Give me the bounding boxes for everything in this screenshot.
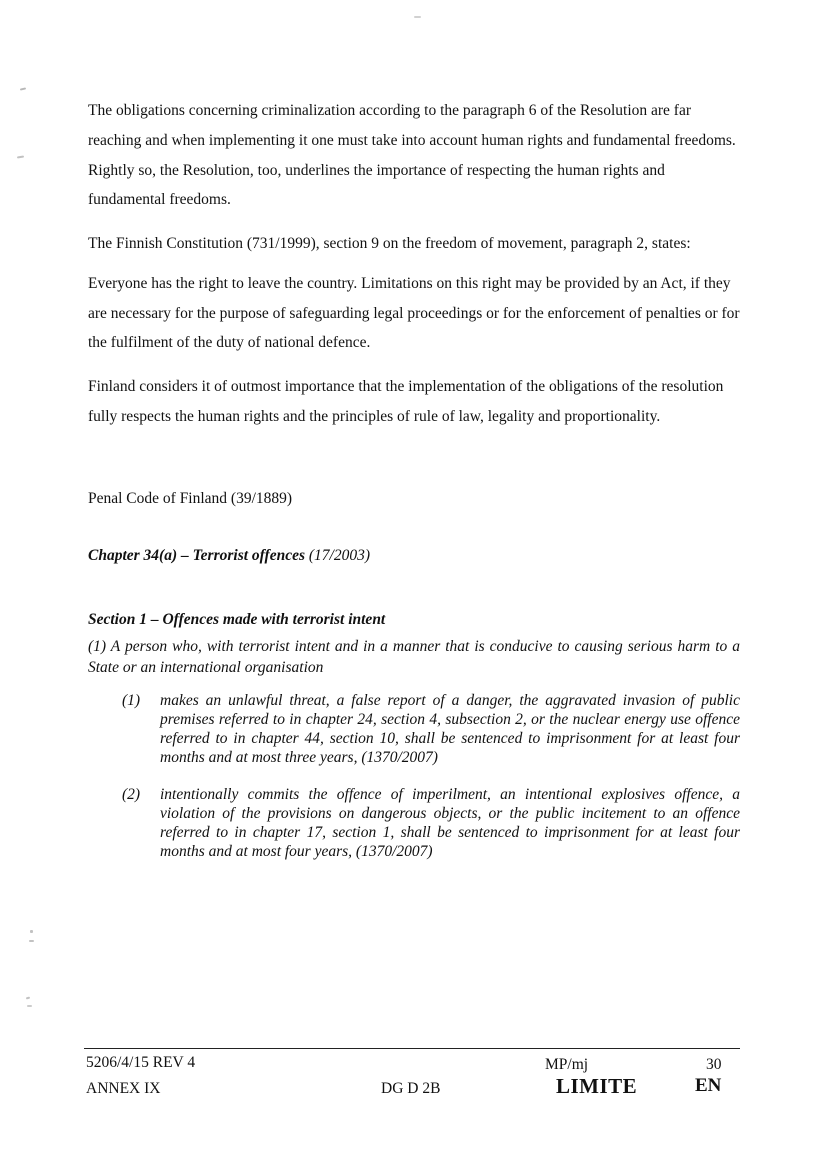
list-item-number: (2) bbox=[122, 785, 141, 803]
page-footer bbox=[0, 1048, 828, 1118]
scan-artifact bbox=[414, 16, 421, 18]
footer-language-code: EN bbox=[695, 1075, 722, 1096]
section-intro-paragraph: (1) A person who, with terrorist intent and in a manner that is conducive to causing serious harm to a State or an international organisation bbox=[88, 638, 740, 676]
list-item bbox=[122, 786, 740, 862]
scan-artifact bbox=[29, 940, 34, 942]
paragraph-right-to-leave: Everyone has the right to leave the country. Limitations on this right may be provided by an Act, if they are necessary for the purpose of safeguarding legal proceedings or for the enforcement of penalties or for the fulfilment of the duty of national defence. bbox=[88, 274, 740, 352]
footer-annex: ANNEX IX bbox=[86, 1080, 161, 1097]
paragraph-constitution: The Finnish Constitution (731/1999), section 9 on the freedom of movement, paragraph 2, states: bbox=[88, 235, 691, 252]
footer-doc-reference: 5206/4/15 REV 4 bbox=[86, 1054, 196, 1071]
document-body bbox=[88, 96, 740, 879]
list-item bbox=[122, 692, 740, 768]
footer-dg-code: DG D 2B bbox=[381, 1080, 441, 1097]
scan-artifact bbox=[17, 156, 24, 159]
chapter-heading-suffix: (17/2003) bbox=[305, 547, 371, 565]
list-item-number: (1) bbox=[122, 692, 141, 710]
footer-classification: LIMITE bbox=[556, 1074, 638, 1098]
scan-artifact bbox=[20, 87, 26, 90]
chapter-heading bbox=[88, 547, 740, 565]
paragraph-obligations: The obligations concerning criminalization according to the paragraph 6 of the Resolution are far reaching and when implementing it one must take into account human rights and fundamental freedoms. Rightly so, the Resolution, too, underlines the importance of respecting the human rights and fundamental freedoms. bbox=[88, 102, 736, 209]
scan-artifact bbox=[26, 997, 30, 1000]
list-item-text: intentionally commits the offence of imperilment, an intentional explosives offence, a violation of the provisions on dangerous objects, or the public incitement to an offence referred to in chapter 17, section 1, shall be sentenced to imprisonment for at least four months and at most four years, (1370/2007) bbox=[160, 785, 740, 860]
section-heading: Section 1 – Offences made with terrorist intent bbox=[88, 611, 386, 629]
paragraph-finland-considers: Finland considers it of outmost importance that the implementation of the obligations of the resolution fully respects the human rights and the principles of rule of law, legality and proportionality. bbox=[88, 378, 724, 425]
footer-page-number: 30 bbox=[706, 1056, 722, 1073]
scan-artifact bbox=[27, 1005, 32, 1007]
penal-code-title: Penal Code of Finland (39/1889) bbox=[88, 489, 293, 507]
footer-initials: MP/mj bbox=[545, 1056, 589, 1073]
chapter-heading-main: Chapter 34(a) – Terrorist offences bbox=[88, 547, 305, 565]
list-item-text: makes an unlawful threat, a false report of a danger, the aggravated invasion of public premises referred to in chapter 24, section 4, subsection 2, or the nuclear energy use offence referred to in chapter 44, section 10, shall be sentenced to imprisonment for at least four months and at most three years, (1370/2007) bbox=[160, 692, 740, 766]
scan-artifact bbox=[30, 930, 33, 933]
